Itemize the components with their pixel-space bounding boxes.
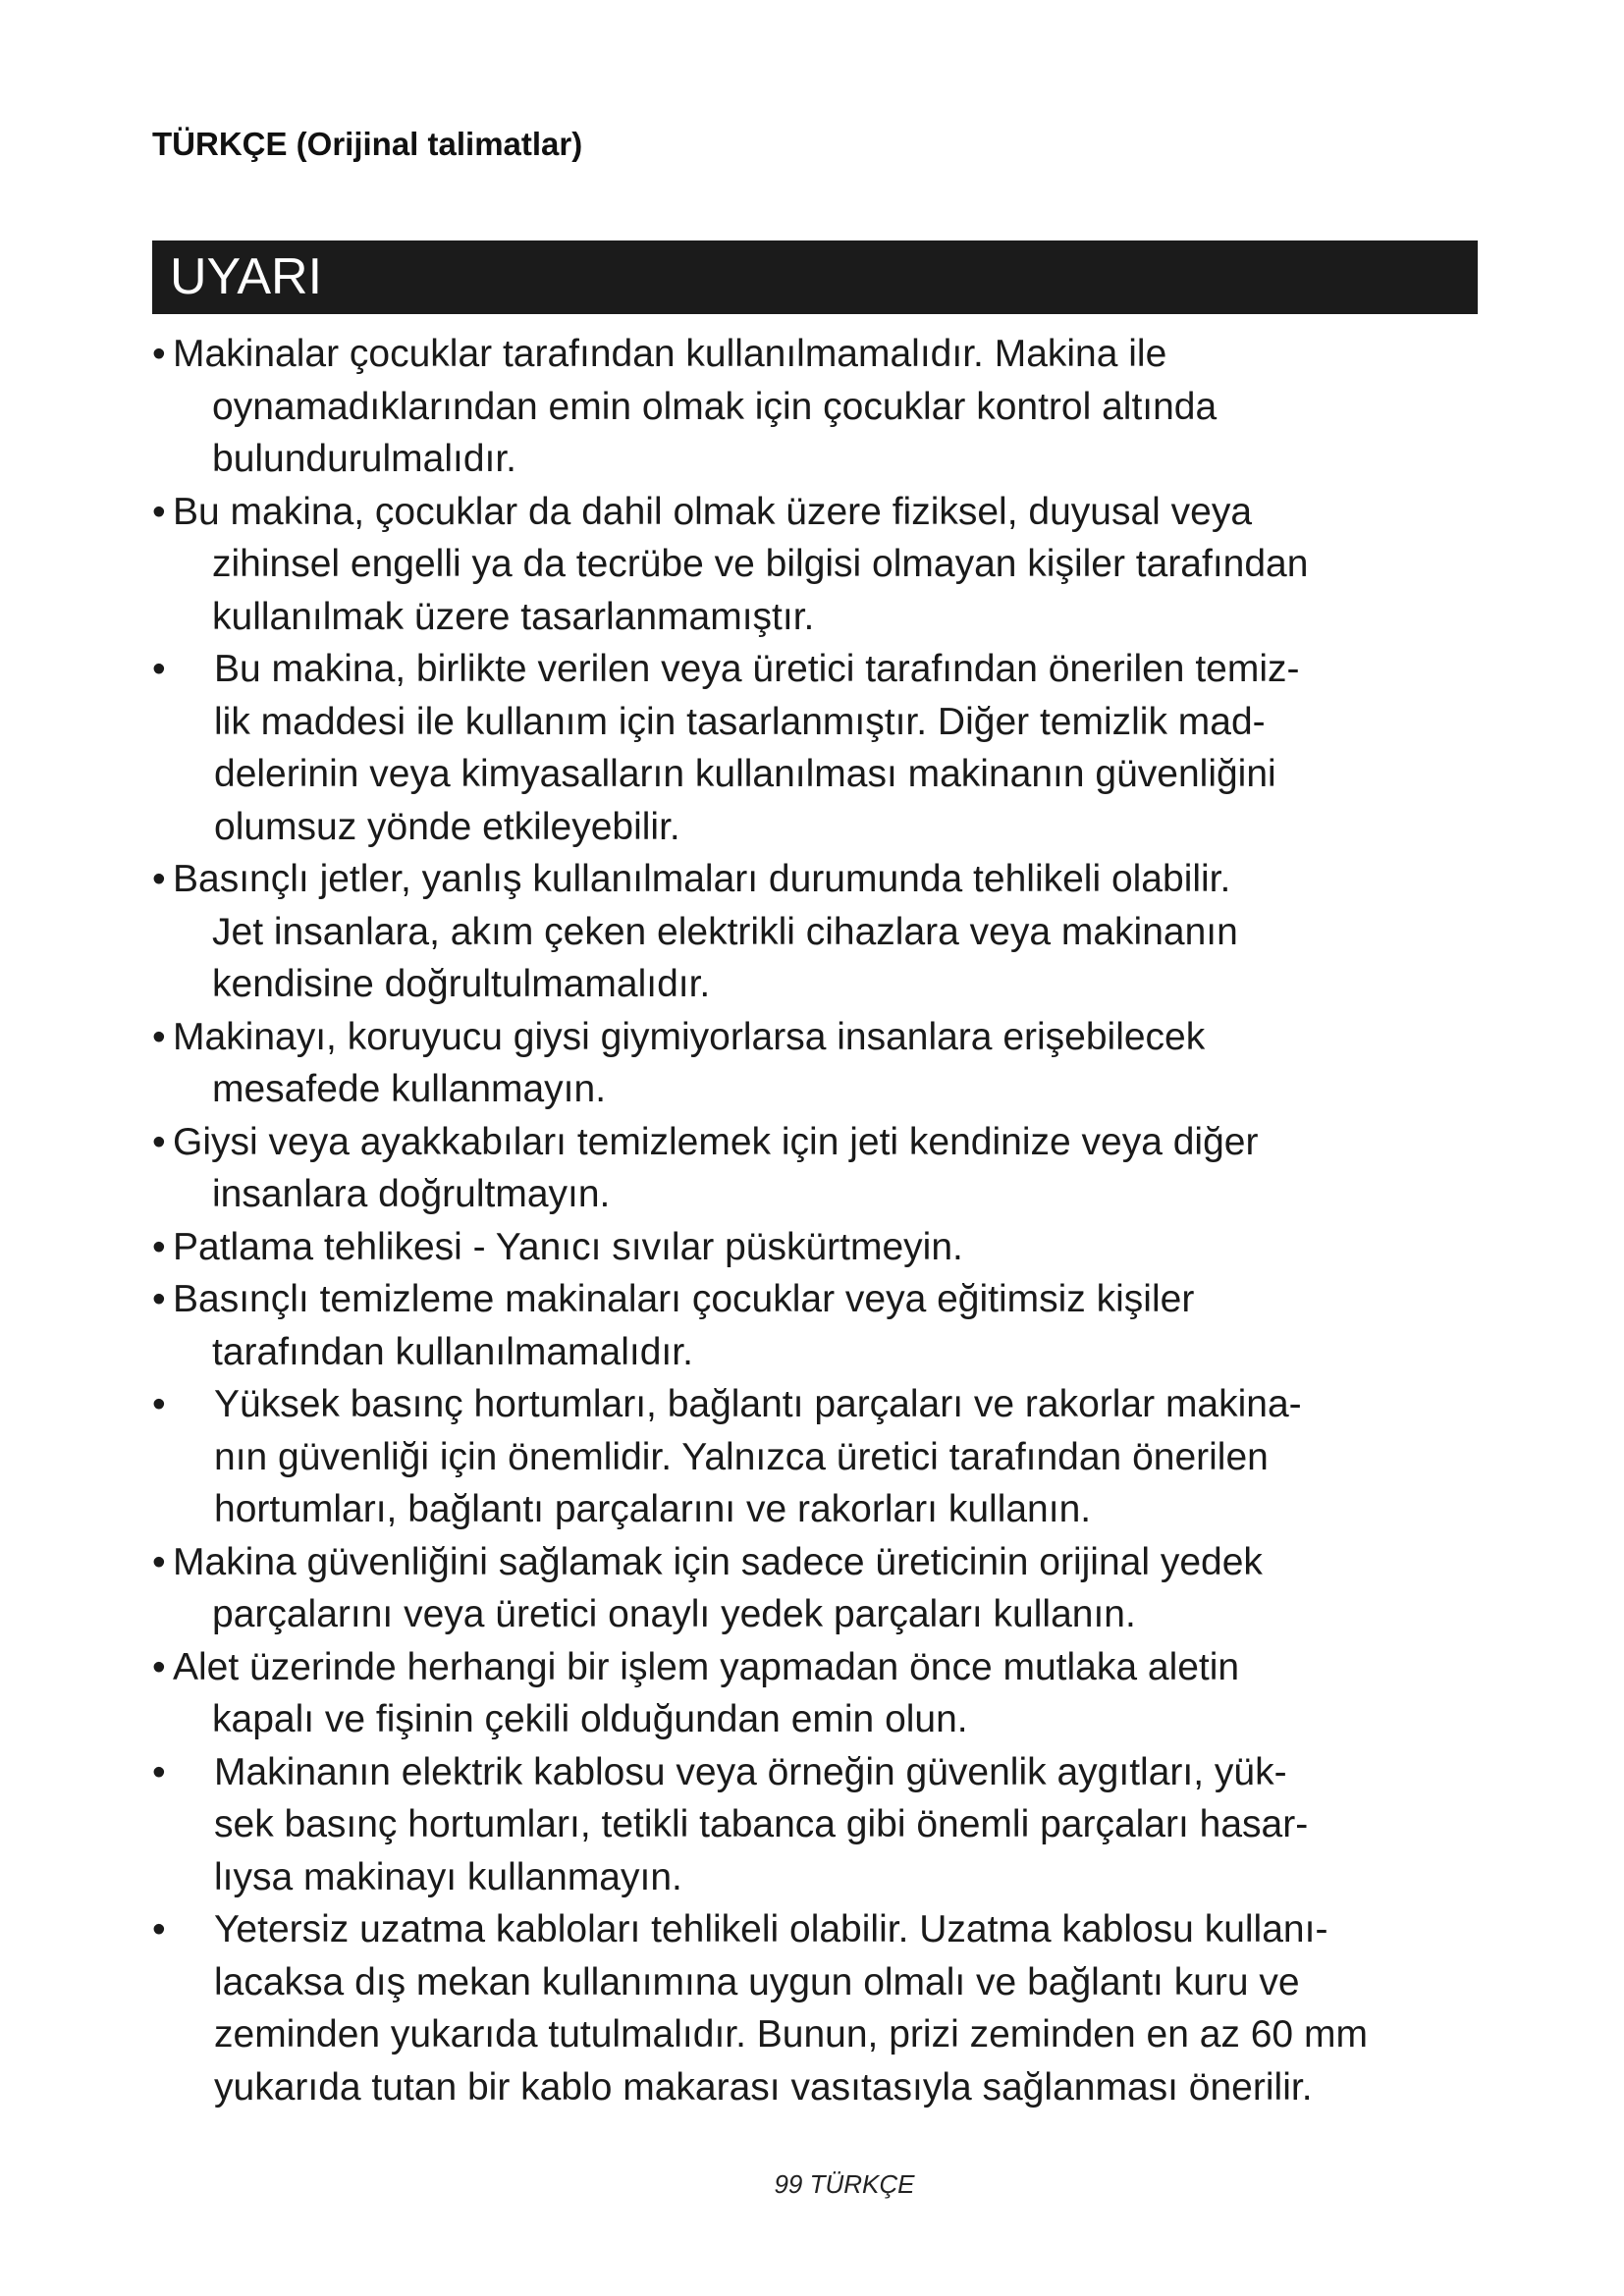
warning-item — [152, 1903, 1488, 2113]
warning-item-text: Bu makina, çocuklar da dahil olmak üzere fiziksel, duyusal veya zihinsel engelli ya da tecrübe ve bilgisi olmayan kişiler tarafından kullanılmak üzere tasarlanmamıştır. — [173, 490, 1309, 638]
warning-item-text: Makinalar çocuklar tarafından kullanılmamalıdır. Makina ile oynamadıklarından emin olmak için çocuklar kontrol altında bulundurulmalıdır. — [173, 333, 1218, 480]
bullet-icon: • — [152, 1225, 166, 1268]
warning-item — [152, 853, 1488, 1011]
warning-item-text: Makina güvenliğini sağlamak için sadece üreticinin orijinal yedek parçalarını veya üretici onaylı yedek parçaları kullanın. — [173, 1540, 1263, 1635]
bullet-icon: • — [152, 1120, 166, 1163]
bullet-icon: • — [152, 1015, 166, 1058]
warning-item — [152, 643, 1488, 853]
warning-item — [152, 328, 1488, 486]
warning-item-text: Giysi veya ayakkabıları temizlemek için jeti kendinize veya diğer insanlara doğrultmayın. — [173, 1120, 1259, 1215]
page-header-title: TÜRKÇE (Orijinal talimatlar) — [152, 126, 583, 162]
bullet-icon: • — [152, 1645, 166, 1688]
bullet-icon: • — [152, 333, 166, 375]
warning-item — [152, 1746, 1488, 1904]
bullet-icon: • — [152, 1383, 166, 1425]
warning-item-text: Makinayı, koruyucu giysi giymiyorlarsa insanlara erişebilecek mesafede kullanmayın. — [173, 1015, 1206, 1110]
bullet-icon: • — [152, 648, 166, 690]
warning-item-text: Yüksek basınç hortumları, bağlantı parçaları ve rakorlar makina- nın güvenliği için önemlidir. Yalnızca üretici tarafından önerilen hortumları, bağlantı parçalarını ve rakorları kullanın. — [214, 1383, 1302, 1530]
warning-item — [152, 1221, 1488, 1274]
warning-item-text: Basınçlı temizleme makinaları çocuklar veya eğitimsiz kişiler tarafından kullanılmamalıdır. — [173, 1278, 1195, 1373]
bullet-icon: • — [152, 1540, 166, 1583]
warning-item — [152, 1378, 1488, 1536]
bullet-icon: • — [152, 490, 166, 533]
bullet-icon: • — [152, 858, 166, 900]
warning-item-text: Bu makina, birlikte verilen veya üretici tarafından önerilen temiz- lik maddesi ile kullanım için tasarlanmıştır. Diğer temizlik mad- delerinin veya kimyasalların kullanılması makinanın güvenliğini olumsuz yönde etkileyebilir. — [214, 648, 1300, 848]
warning-item-text: Makinanın elektrik kablosu veya örneğin güvenlik aygıtları, yük- sek basınç hortumları, tetikli tabanca gibi önemli parçaları hasar- lıysa makinayı kullanmayın. — [214, 1750, 1309, 1898]
warning-heading-bar — [152, 240, 1478, 314]
warning-item-text: Basınçlı jetler, yanlış kullanılmaları durumunda tehlikeli olabilir. Jet insanlara, akım çeken elektrikli cihazlara veya makinanın kendisine doğrultulmamalıdır. — [173, 858, 1238, 1005]
warning-item — [152, 1273, 1488, 1378]
warning-item-text: Yetersiz uzatma kabloları tehlikeli olabilir. Uzatma kablosu kullanı- lacaksa dış mekan kullanımına uygun olmalı ve bağlantı kuru ve zeminden yukarıda tutulmalıdır. Bunun, prizi zeminden en az 60 mm yukarıda tutan bir kablo makarası vasıtasıyla sağlanması önerilir. — [214, 1908, 1368, 2109]
bullet-icon: • — [152, 1908, 166, 1950]
warning-heading: UYARI — [170, 248, 323, 305]
page-footer-label: 99 TÜRKÇE — [774, 2169, 915, 2199]
warning-item — [152, 1116, 1488, 1221]
warning-item — [152, 1011, 1488, 1116]
warning-item-text: Alet üzerinde herhangi bir işlem yapmadan önce mutlaka aletin kapalı ve fişinin çekili olduğundan emin olun. — [173, 1645, 1240, 1740]
bullet-icon: • — [152, 1278, 166, 1320]
warning-item — [152, 486, 1488, 644]
warning-list — [152, 328, 1488, 2113]
warning-item — [152, 1536, 1488, 1641]
warning-item — [152, 1641, 1488, 1746]
warning-item-text: Patlama tehlikesi - Yanıcı sıvılar püskürtmeyin. — [173, 1225, 963, 1268]
bullet-icon: • — [152, 1750, 166, 1793]
